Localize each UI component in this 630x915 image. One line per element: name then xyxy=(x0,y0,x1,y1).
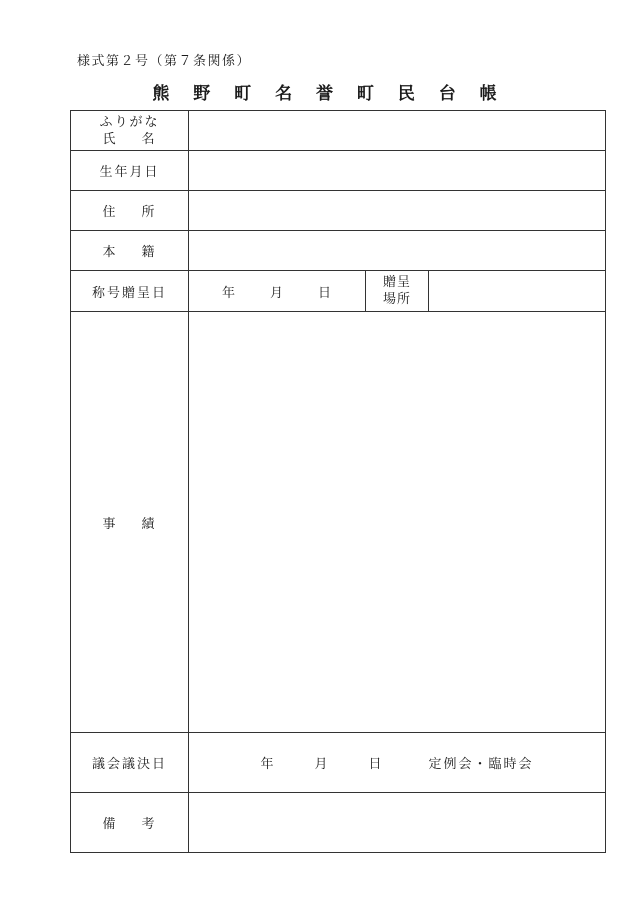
address-label-cell xyxy=(71,191,189,231)
name-label-cell xyxy=(71,111,189,151)
conferral-day-label: 日 xyxy=(318,285,333,301)
resolution-year-label: 年 xyxy=(260,757,275,772)
address-label-part2: 所 xyxy=(141,205,157,220)
title-conferral-date-field[interactable] xyxy=(189,271,366,312)
remarks-label-part1: 備 xyxy=(102,817,118,832)
achievements-label-part1: 事 xyxy=(102,516,118,532)
remarks-label-cell xyxy=(71,793,189,853)
session-type-label: 定例会・臨時会 xyxy=(428,757,534,772)
address-value-field[interactable] xyxy=(189,191,606,231)
conferral-place-label-line1: 贈呈 xyxy=(382,275,411,290)
name-row xyxy=(71,111,606,151)
remarks-row xyxy=(71,793,606,853)
council-resolution-row xyxy=(71,733,606,793)
name-value-field[interactable] xyxy=(189,111,606,151)
form-reference: 様式第２号（第７条関係） xyxy=(77,54,252,69)
domicile-value-field[interactable] xyxy=(189,231,606,271)
council-resolution-date-field[interactable] xyxy=(189,733,606,793)
domicile-label-cell xyxy=(71,231,189,271)
resolution-month-label: 月 xyxy=(314,757,329,772)
conferral-place-label-line2: 場所 xyxy=(382,292,411,307)
title-conferral-label: 称号贈呈日 xyxy=(71,271,189,312)
conferral-place-value-field[interactable] xyxy=(429,271,606,312)
achievements-row xyxy=(71,312,606,733)
birthdate-label: 生年月日 xyxy=(71,151,189,191)
domicile-label-part1: 本 xyxy=(102,245,118,260)
furigana-label: ふりがな xyxy=(99,114,160,130)
name-label-part2: 名 xyxy=(141,131,157,147)
conferral-month-label: 月 xyxy=(269,285,284,301)
remarks-label-part2: 考 xyxy=(141,817,157,832)
address-label-part1: 住 xyxy=(102,205,118,220)
conferral-year-label: 年 xyxy=(221,285,236,301)
achievements-label-cell xyxy=(71,312,189,733)
title-conferral-row xyxy=(71,271,606,312)
achievements-label-part2: 績 xyxy=(141,516,157,532)
resolution-day-label: 日 xyxy=(368,757,383,772)
council-resolution-label: 議会議決日 xyxy=(71,733,189,793)
birthdate-row xyxy=(71,151,606,191)
conferral-place-label-cell xyxy=(366,271,429,312)
name-label-part1: 氏 xyxy=(102,131,118,147)
address-row xyxy=(71,191,606,231)
document-title: 熊 野 町 名 誉 町 民 台 帳 xyxy=(152,84,506,104)
domicile-row xyxy=(71,231,606,271)
achievements-value-field[interactable] xyxy=(189,312,606,733)
remarks-value-field[interactable] xyxy=(189,793,606,853)
birthdate-value-field[interactable] xyxy=(189,151,606,191)
honorary-citizen-register-table xyxy=(70,110,606,853)
domicile-label-part2: 籍 xyxy=(141,245,157,260)
